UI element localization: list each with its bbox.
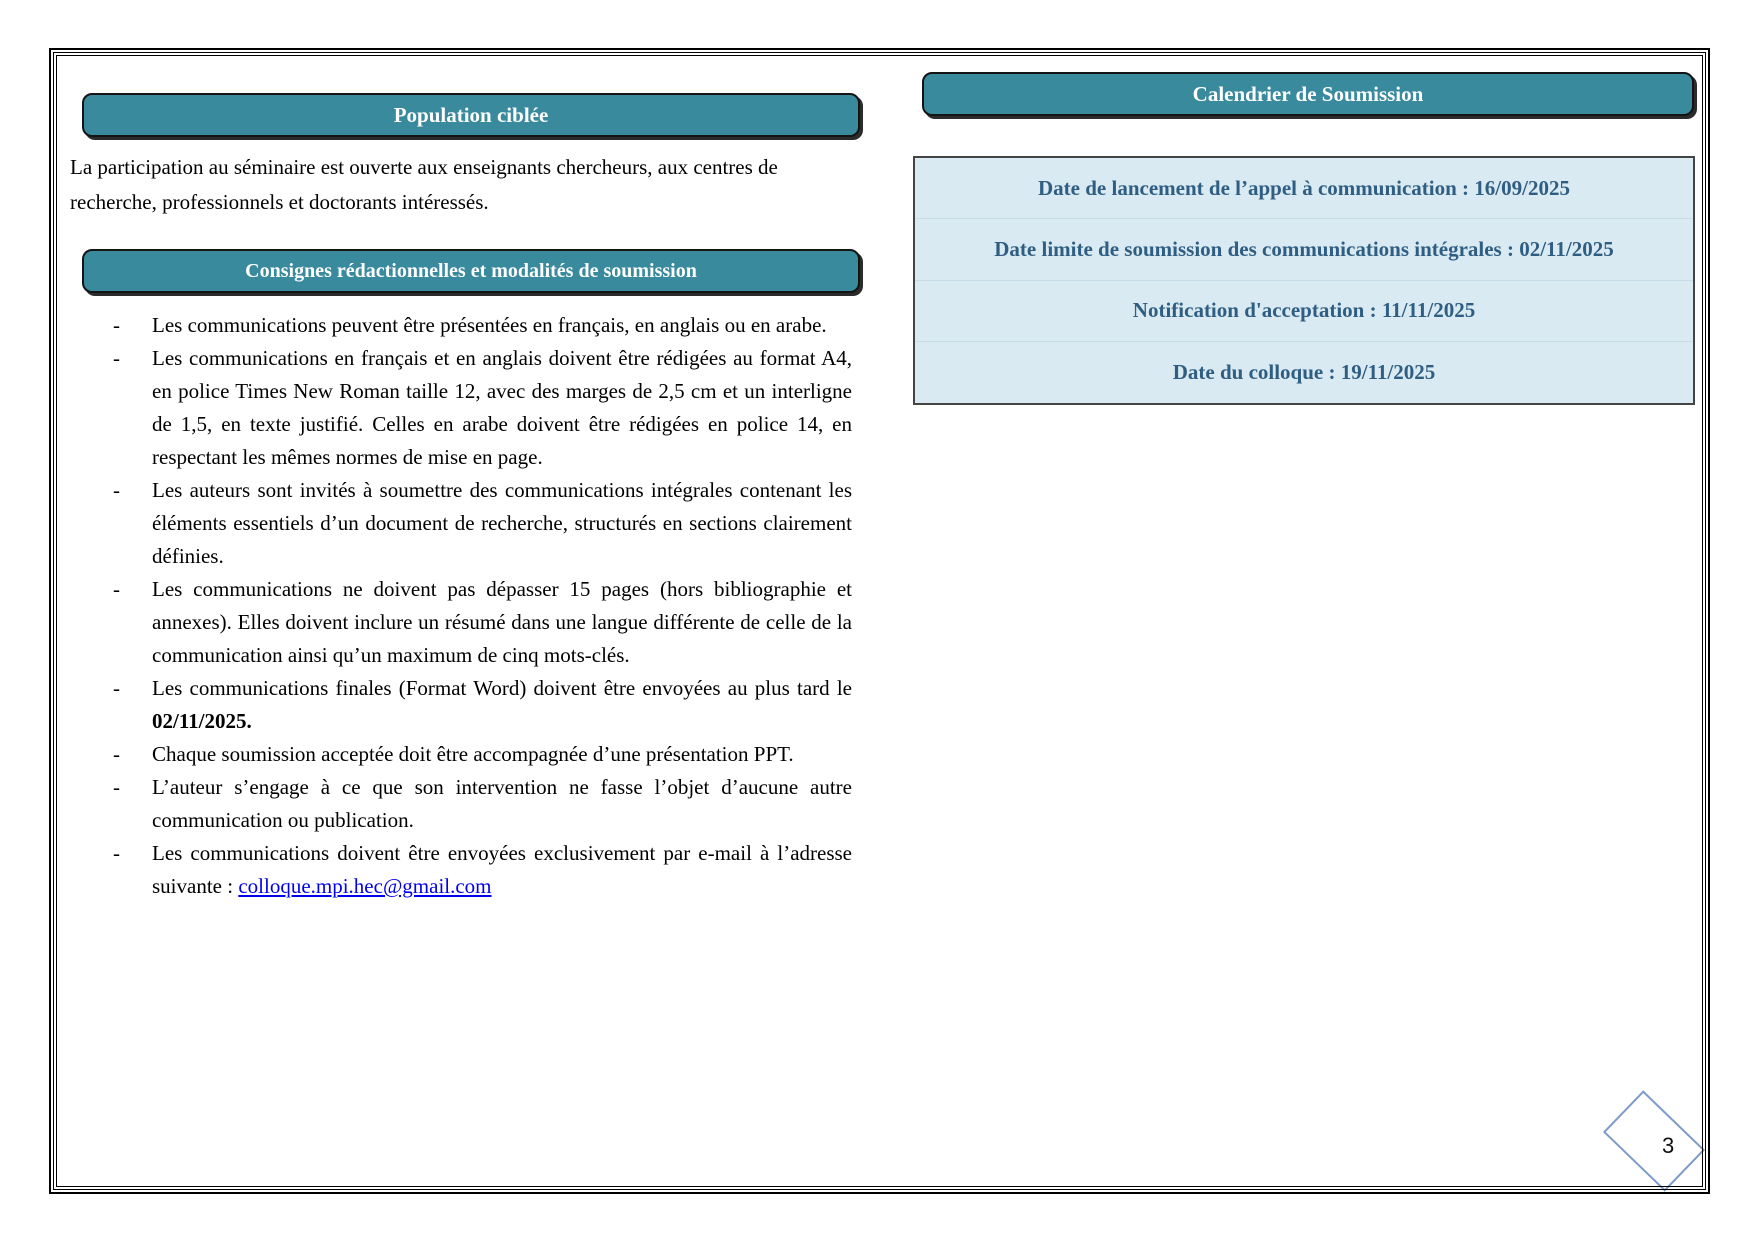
calendar-row-colloque: Date du colloque : 19/11/2025 bbox=[1172, 359, 1436, 384]
list-item-text: Les communications en français et en anglais doivent être rédigées au format A4, en police Times New Roman taille 12, avec des marges de 2,5 cm et un interligne de 1,5, en texte justifié. Celles en arabe doivent être rédigées en police 14, en respectant les mêmes normes de mise en page. bbox=[152, 346, 852, 469]
deadline-date: 02/11/2025. bbox=[152, 709, 252, 733]
calendar-row-launch: Date de lancement de l’appel à communication : 16/09/2025 bbox=[915, 158, 1693, 219]
dash-marker: - bbox=[113, 346, 120, 370]
list-item bbox=[100, 837, 852, 903]
calendar-row-notification: Notification d'acceptation : 11/11/2025 bbox=[915, 281, 1693, 342]
population-paragraph: La participation au séminaire est ouverte aux enseignants chercheurs, aux centres de recherche, professionnels et doctorants intéressés. bbox=[70, 155, 778, 214]
email-link[interactable]: colloque.mpi.hec@gmail.com bbox=[238, 874, 492, 898]
dash-marker: - bbox=[113, 313, 120, 337]
calendrier-table bbox=[913, 156, 1695, 405]
list-item bbox=[100, 672, 852, 738]
list-item-text: Chaque soumission acceptée doit être accompagnée d’une présentation PPT. bbox=[152, 742, 794, 766]
consignes-banner bbox=[82, 249, 860, 293]
list-item-text bbox=[152, 837, 852, 903]
list-item bbox=[100, 309, 852, 342]
list-item-text: Les communications ne doivent pas dépasser 15 pages (hors bibliographie et annexes). Elles doivent inclure un résumé dans une langue différente de celle de la communication ainsi qu’un maximum de cinq mots-clés. bbox=[152, 577, 852, 667]
page-number: 3 bbox=[1662, 1133, 1675, 1158]
population-banner-title: Population ciblée bbox=[393, 102, 549, 127]
dash-marker: - bbox=[113, 478, 120, 502]
deadline-sentence: Les communications finales (Format Word) doivent être envoyées au plus tard le bbox=[152, 676, 852, 700]
email-sentence: Les communications doivent être envoyées exclusivement par e-mail à l’adresse suivante : bbox=[152, 841, 852, 898]
list-item bbox=[100, 573, 852, 672]
consignes-list bbox=[100, 309, 852, 903]
list-item-text bbox=[152, 672, 852, 738]
dash-marker: - bbox=[113, 775, 120, 799]
list-item-text: L’auteur s’engage à ce que son intervention ne fasse l’objet d’aucune autre communication ou publication. bbox=[152, 775, 852, 832]
calendrier-banner bbox=[922, 72, 1694, 116]
list-item bbox=[100, 738, 852, 771]
dash-marker: - bbox=[113, 841, 120, 865]
calendrier-banner-title: Calendrier de Soumission bbox=[1192, 81, 1424, 106]
dash-marker: - bbox=[113, 676, 120, 700]
population-banner bbox=[82, 93, 860, 137]
list-item-text: Les communications peuvent être présentées en français, en anglais ou en arabe. bbox=[152, 313, 827, 337]
dash-marker: - bbox=[113, 577, 120, 601]
list-item bbox=[100, 342, 852, 474]
dash-marker: - bbox=[113, 742, 120, 766]
list-item-text: Les auteurs sont invités à soumettre des communications intégrales contenant les éléments essentiels d’un document de recherche, structurés en sections clairement définies. bbox=[152, 478, 852, 568]
list-item bbox=[100, 474, 852, 573]
consignes-banner-title: Consignes rédactionnelles et modalités de soumission bbox=[245, 259, 697, 282]
calendar-row-deadline: Date limite de soumission des communications intégrales : 02/11/2025 bbox=[915, 219, 1693, 280]
list-item bbox=[100, 771, 852, 837]
